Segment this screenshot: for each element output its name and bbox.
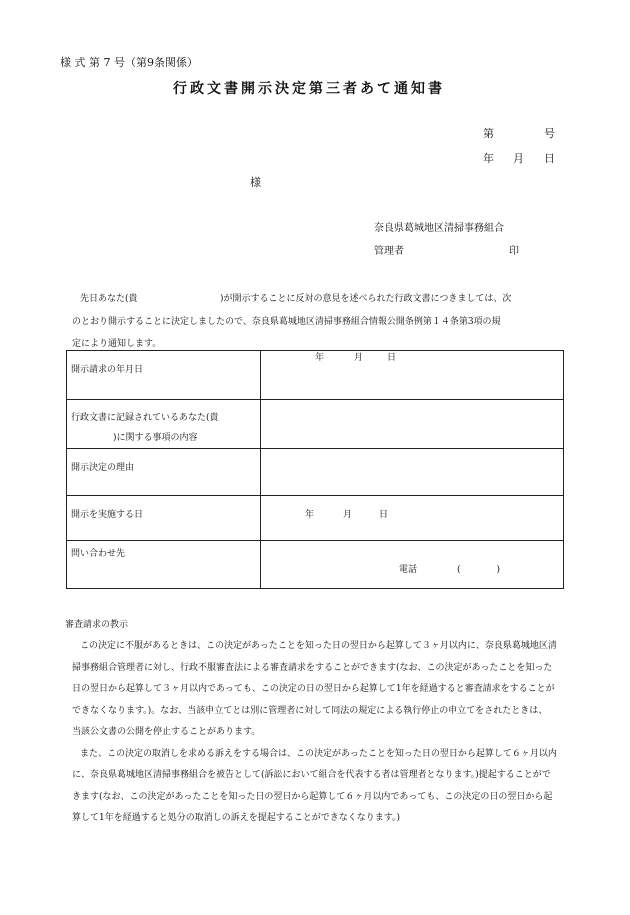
doc-number-go: 号: [544, 127, 555, 140]
phone-label: 電話: [399, 565, 418, 575]
row-label-reason: 開示決定の理由: [71, 463, 135, 473]
notice-paragraph: [72, 636, 557, 830]
request-year: 年: [315, 353, 325, 363]
table-row: [67, 351, 564, 400]
label-cell: [67, 496, 261, 541]
row-label-contents-line2: )に関する事項の内容: [113, 433, 198, 443]
notice-line: 日の翌日から起算して３ヶ月以内であっても、この決定の日の翌日から起算して1年を経過すると審査請求をすることが: [72, 684, 555, 694]
row-label-contents-line1: 行政文書に記録されているあなた(貴: [71, 413, 219, 423]
label-cell: [67, 541, 261, 589]
intro-line1-a: 先日あなた(貴: [80, 294, 138, 304]
notice-line: 掃事務組合管理者に対し、行政不服審査法による審査請求をすることができます(なお、この決定があったことを知った: [72, 662, 553, 673]
document-title: 行政文書開示決定第三者あて通知書: [173, 81, 445, 97]
table-row: [67, 541, 564, 589]
notice-line: に、奈良県葛城地区清掃事務組合を被告として(訴訟において組合を代表する者は管理者となります。)提起することがで: [72, 770, 551, 780]
notice-heading: 審査請求の教示: [65, 620, 129, 630]
value-cell: [261, 496, 564, 541]
doc-number-dai: 第: [483, 127, 494, 140]
intro-line3: 定により通知します。: [72, 339, 162, 349]
notice-line: 当該公文書の公開を停止することがあります。: [72, 727, 261, 737]
notice-line: できなくなります。)。なお、当該申立てとは別に管理者に対して同法の規定による執行停止の申立てをされたときは、: [72, 705, 548, 716]
phone-parentheses: ( ): [457, 565, 501, 575]
intro-line1-b: )が開示することに反対の意見を述べられた行政文書につきましては、次: [220, 294, 512, 304]
notice-line: 算して1年を経過すると処分の取消しの訴えを提起することができなくなります。): [72, 813, 401, 823]
label-cell: [67, 449, 261, 496]
request-month: 月: [354, 353, 364, 363]
label-cell: [67, 351, 261, 400]
row-label-contact: 問い合わせ先: [71, 549, 126, 559]
date-year: 年: [483, 152, 494, 165]
intro-line2: のとおり開示することに決定しましたので、奈良県葛城地区清掃事務組合情報公開条例第１４条第3項の規: [72, 317, 501, 327]
row-label-request-date: 開示請求の年月日: [71, 365, 144, 375]
notice-line: きます(なお、この決定があったことを知った日の翌日から起算して６ヶ月以内であっても、この決定の日の翌日から起: [72, 791, 553, 802]
sender-seal: 印: [509, 246, 519, 257]
value-cell: [261, 400, 564, 449]
value-cell: [261, 351, 564, 400]
request-day: 日: [387, 353, 397, 363]
sender-org: 奈良県葛城地区清掃事務組合: [374, 223, 504, 234]
value-cell: [261, 449, 564, 496]
implementation-day: 日: [379, 510, 389, 520]
notice-line: この決定に不服があるときは、この決定があったことを知った日の翌日から起算して３ヶ月以内に、奈良県葛城地区清: [80, 641, 557, 651]
table-row: [67, 496, 564, 541]
label-cell: [67, 400, 261, 449]
sender-role: 管理者: [374, 246, 404, 257]
addressee-sama: 様: [250, 176, 261, 189]
notice-line: また、この決定の取消しを求める訴えをする場合は、この決定があったことを知った日の翌日から起算して６ヶ月以内: [80, 748, 557, 759]
table-row: [67, 400, 564, 449]
date-month: 月: [513, 152, 524, 165]
notice-table: [66, 350, 564, 589]
table-row: [67, 449, 564, 496]
value-cell: [261, 541, 564, 589]
form-number: 様 式 第 7 号（第9条関係）: [60, 56, 198, 69]
implementation-year: 年: [305, 510, 315, 520]
implementation-month: 月: [343, 510, 353, 520]
row-label-implementation-date: 開示を実施する日: [71, 510, 144, 520]
date-day: 日: [544, 152, 555, 165]
